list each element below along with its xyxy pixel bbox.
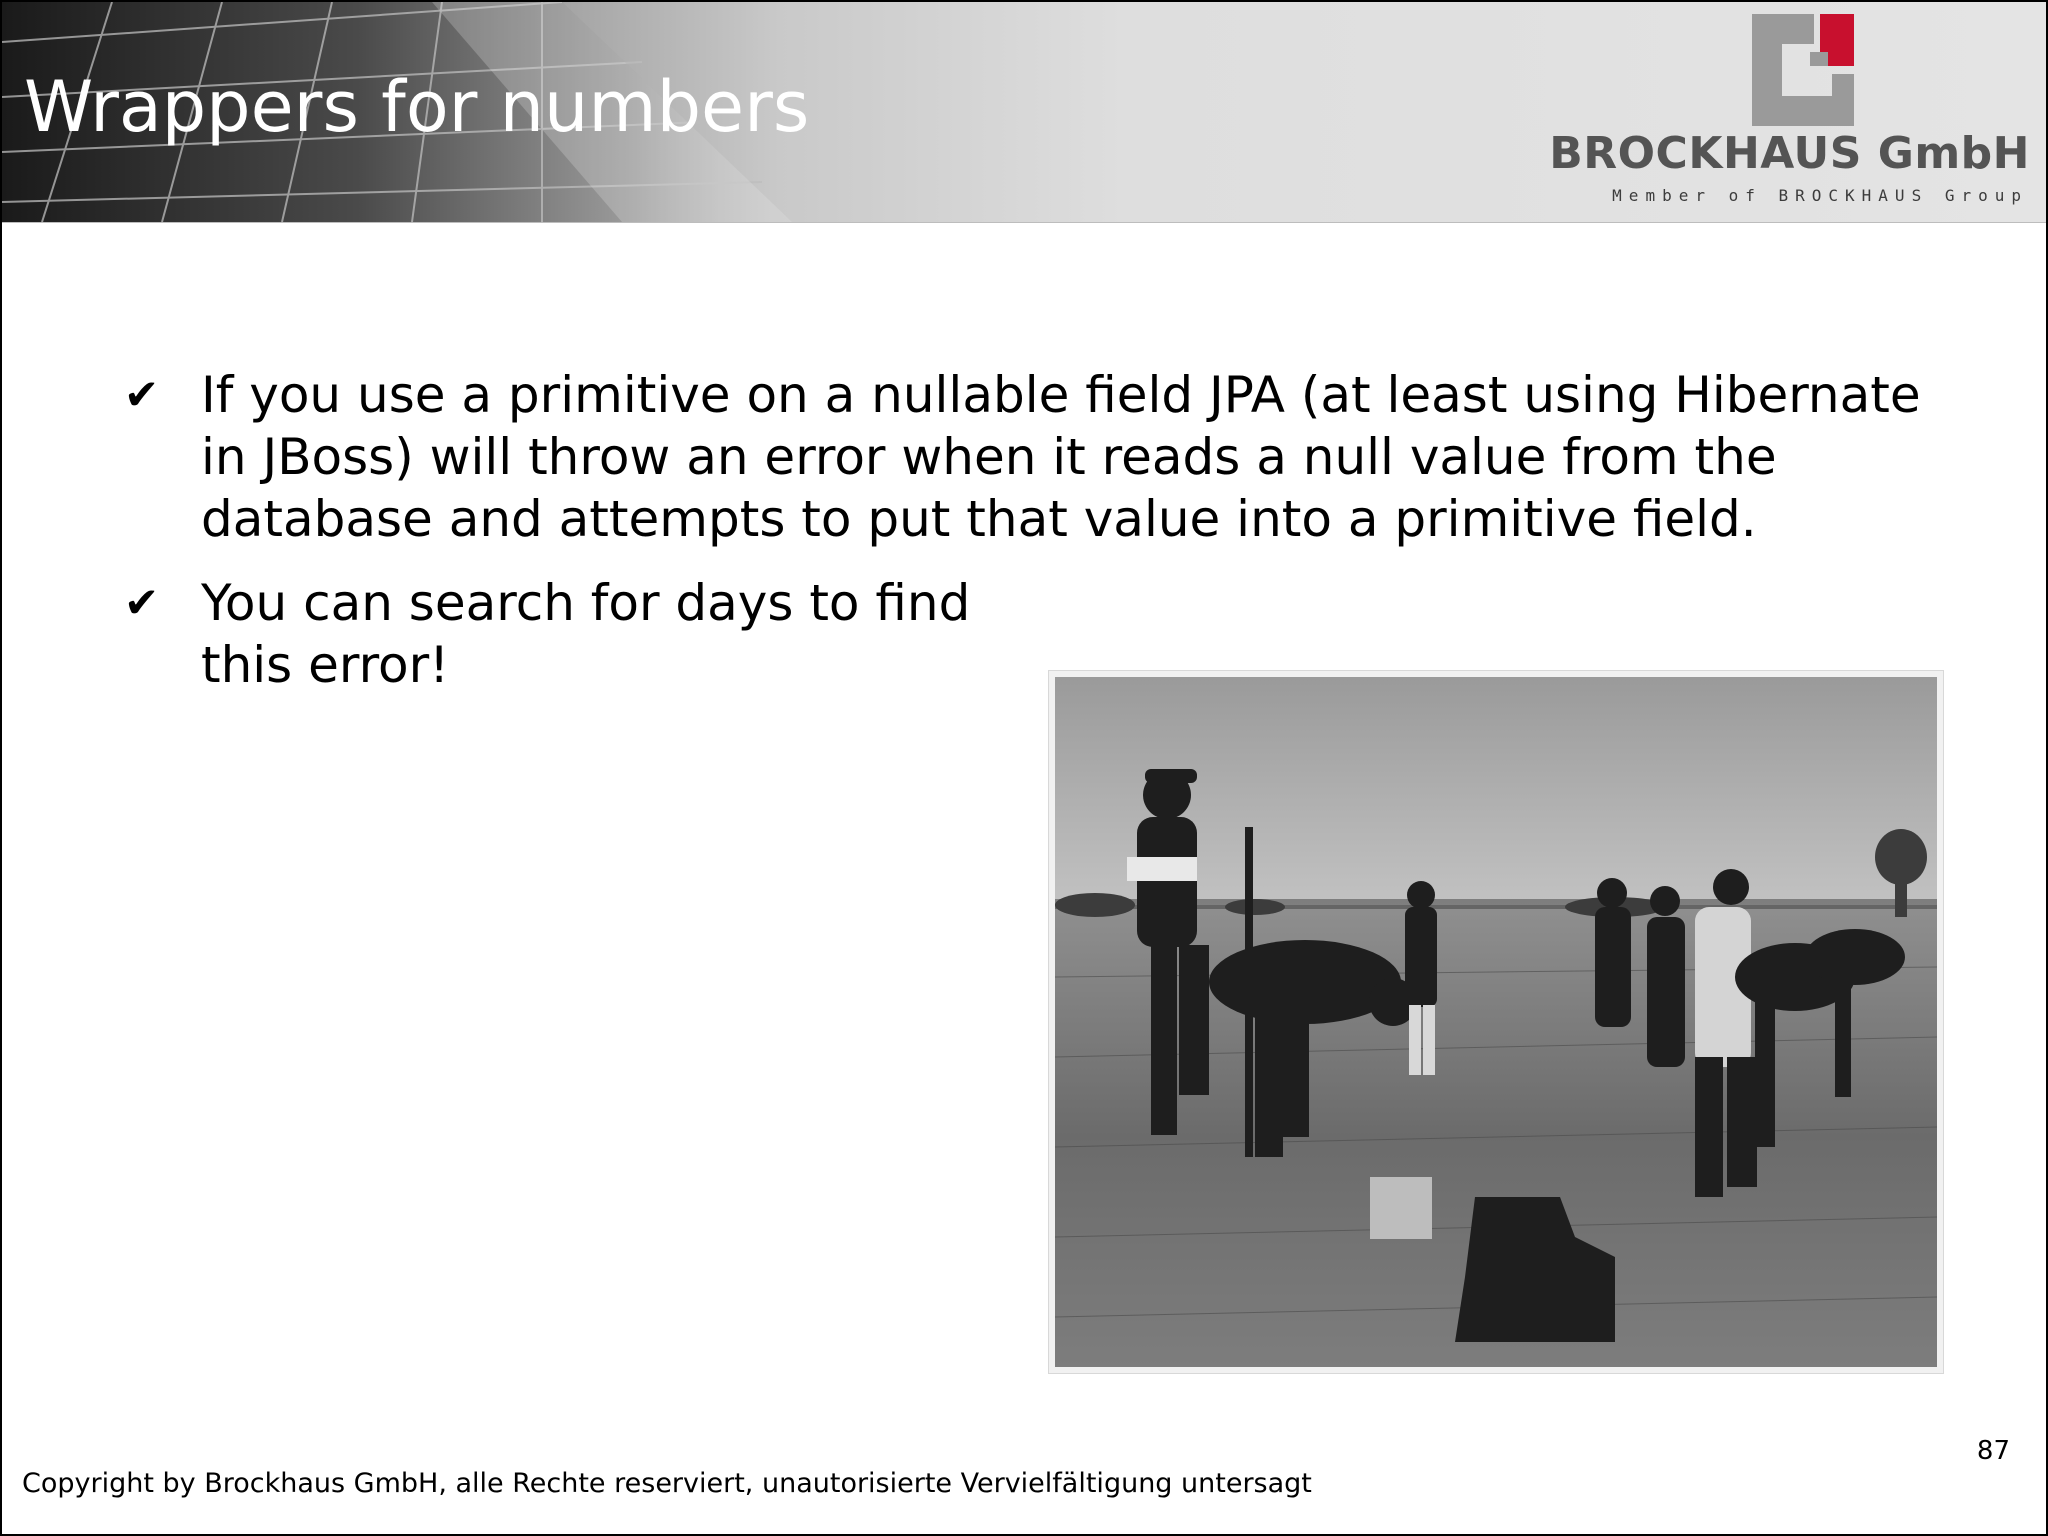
brockhaus-logo: [1549, 14, 2036, 214]
photo-frame: [1048, 670, 1944, 1374]
field-workers-photo: [1055, 677, 1937, 1367]
copyright-footer: Copyright by Brockhaus GmbH, alle Rechte reserviert, unautorisierte Vervielfältigung untersagt: [22, 1468, 1312, 1499]
page-number: 87: [1976, 1436, 2010, 1466]
bullet-text: You can search for days to find this error!: [201, 574, 971, 694]
logo-company-name: BROCKHAUS GmbH: [1549, 128, 2030, 179]
field-workers-photo-illustration: [1055, 677, 1937, 1367]
brockhaus-logo-mark-icon: [1752, 14, 1862, 126]
logo-tagline: Member of BROCKHAUS Group: [1612, 186, 2028, 205]
bullet-list: [122, 364, 1922, 718]
bullet-item: [122, 572, 1021, 696]
bullet-item: [122, 364, 1922, 550]
slide-title: Wrappers for numbers: [24, 66, 810, 148]
checkmark-icon: ✔: [124, 370, 160, 419]
bullet-text: If you use a primitive on a nullable field JPA (at least using Hibernate in JBoss) will throw an error when it reads a null value from the database and attempts to put that value into a primitive field.: [201, 366, 1921, 548]
checkmark-icon: ✔: [124, 578, 160, 627]
slide-header: [2, 2, 2046, 223]
